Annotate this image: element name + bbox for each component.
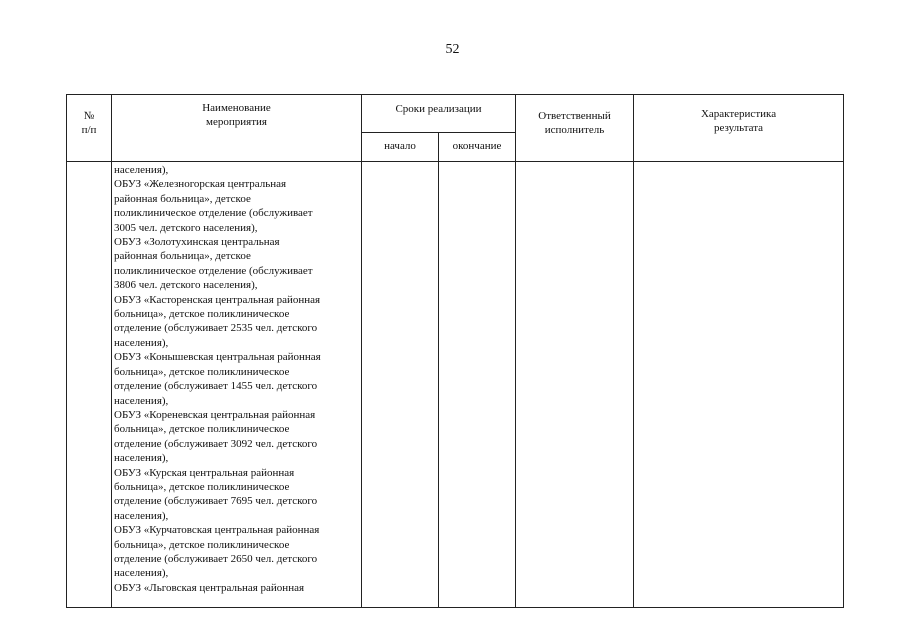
activity-line: 3806 чел. детского населения), [114, 279, 258, 292]
header-activity-name-line-2: мероприятия [206, 116, 267, 129]
header-activity-name [112, 95, 362, 162]
activity-line: больница», детское поликлиническое [114, 480, 290, 493]
table-row [67, 162, 844, 608]
activity-line: ОБУЗ «Касторенская центральная районная [114, 293, 321, 306]
cell-end [439, 162, 516, 608]
cell-start [362, 162, 439, 608]
activity-line: больница», детское поликлиническое [114, 538, 290, 551]
cell-activity-name [112, 162, 362, 608]
activity-line: отделение (обслуживает 3092 чел. детского [114, 437, 318, 450]
header-responsible [516, 95, 634, 162]
cell-responsible [516, 162, 634, 608]
header-result-line-2: результата [713, 122, 764, 135]
header-number [67, 95, 112, 162]
activity-line: отделение (обслуживает 2650 чел. детского [114, 552, 318, 565]
activity-line: ОБУЗ «Курчатовская центральная районная [114, 524, 320, 537]
header-result-line-1: Характеристика [700, 108, 777, 120]
activity-line: больница», детское поликлиническое [114, 365, 290, 378]
header-activity-name-line-1: Наименование [202, 102, 271, 114]
activity-line: поликлиническое отделение (обслуживает [114, 264, 313, 277]
activity-line: больница», детское поликлиническое [114, 423, 290, 436]
header-end: окончание [439, 133, 516, 162]
header-result [634, 95, 844, 162]
activity-line: районная больница», детское [114, 192, 251, 205]
header-start: начало [362, 133, 439, 162]
activity-line: больница», детское поликлиническое [114, 308, 290, 321]
activity-line: населения), [114, 164, 169, 176]
activity-line: отделение (обслуживает 1455 чел. детского [114, 380, 318, 393]
activity-line: ОБУЗ «Кореневская центральная районная [114, 408, 316, 421]
activity-line: ОБУЗ «Золотухинская центральная [114, 236, 280, 249]
activity-line: отделение (обслуживает 2535 чел. детского [114, 322, 318, 335]
page-number: 52 [445, 42, 460, 57]
activity-line: населения), [114, 336, 169, 349]
header-number-line-1: № [83, 110, 95, 122]
activity-line: ОБУЗ «Курская центральная районная [114, 466, 295, 479]
header-responsible-line-1: Ответственный [538, 110, 611, 122]
cell-result [634, 162, 844, 608]
activity-text [114, 163, 358, 595]
cell-number [67, 162, 112, 608]
activity-line: населения), [114, 567, 169, 580]
activities-table [66, 94, 844, 608]
activity-line: ОБУЗ «Льговская центральная районная [114, 581, 305, 594]
header-number-line-2: п/п [81, 124, 97, 137]
activity-line: отделение (обслуживает 7695 чел. детского [114, 495, 318, 508]
header-terms: Сроки реализации [362, 95, 516, 133]
header-responsible-line-2: исполнитель [544, 124, 605, 137]
activity-line: поликлиническое отделение (обслуживает [114, 207, 313, 220]
activity-line: районная больница», детское [114, 250, 251, 263]
activity-line: ОБУЗ «Конышевская центральная районная [114, 351, 321, 364]
activity-line: 3005 чел. детского населения), [114, 221, 258, 234]
activity-line: населения), [114, 509, 169, 522]
activity-line: населения), [114, 394, 169, 407]
activity-line: населения), [114, 452, 169, 465]
activity-line: ОБУЗ «Железногорская центральная [114, 178, 287, 191]
